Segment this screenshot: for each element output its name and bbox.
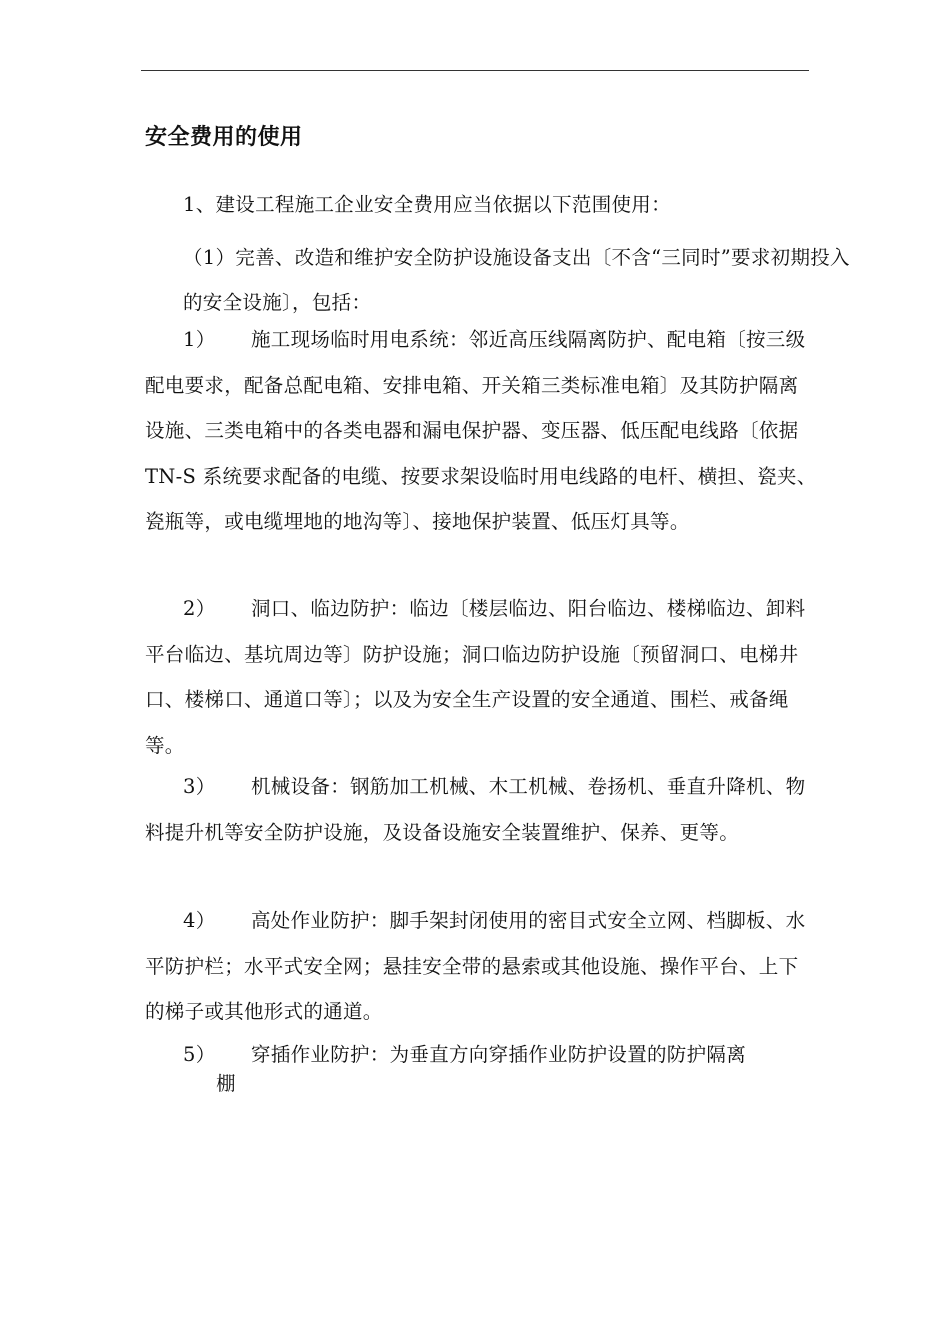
section-title: 安全费用的使用 <box>145 125 303 150</box>
header-rule <box>141 70 809 71</box>
list-item-number: 4） <box>183 909 216 932</box>
sub-heading-paragraph: （1）完善、改造和维护安全防护设施设备支出〔不含“三同时”要求初期投入的安全设施〕，包括： <box>183 246 850 314</box>
list-item-text: 穿插作业防护：为垂直方向穿插作业防护设置的防护隔离 <box>251 1043 747 1066</box>
list-item-number: 1） <box>183 328 216 351</box>
list-item-continuation: 棚 <box>216 1072 236 1095</box>
list-item-text: 机械设备：钢筋加工机械、木工机械、卷扬机、垂直升降机、物料提升机等安全防护设施，及设备设施安全装置维护、保养、更等。 <box>145 775 806 844</box>
list-item-number: 3） <box>183 775 216 798</box>
list-item <box>183 1032 823 1077</box>
list-item <box>145 317 817 545</box>
list-item <box>145 898 817 1035</box>
list-item-text: 施工现场临时用电系统：邻近高压线隔离防护、配电箱〔按三级配电要求，配备总配电箱、安排电箱、开关箱三类标准电箱〕及其防护隔离设施、三类电箱中的各类电器和漏电保护器、变压器、低压配电线路〔依据 TN-S 系统要求配备的电缆、按要求架设临时用电线路的电杆、横担、瓷夹、瓷瓶等，或电缆埋地的地沟等〕、接地保护装置、低压灯具等。 <box>145 328 817 533</box>
list-item-text: 高处作业防护：脚手架封闭使用的密目式安全立网、档脚板、水平防护栏；水平式安全网；悬挂安全带的悬索或其他设施、操作平台、上下的梯子或其他形式的通道。 <box>145 909 806 1023</box>
list-item-number: 2） <box>183 597 216 620</box>
intro-paragraph: 1、建设工程施工企业安全费用应当依据以下范围使用： <box>183 193 671 216</box>
list-item <box>145 586 817 768</box>
list-item <box>145 764 817 855</box>
list-item-text: 洞口、临边防护：临边〔楼层临边、阳台临边、楼梯临边、卸料平台临边、基坑周边等〕防护设施；洞口临边防护设施〔预留洞口、电梯井口、楼梯口、通道口等〕；以及为安全生产设置的安全通道、围栏、戒备绳等。 <box>145 597 806 757</box>
list-item-number: 5） <box>183 1043 216 1066</box>
